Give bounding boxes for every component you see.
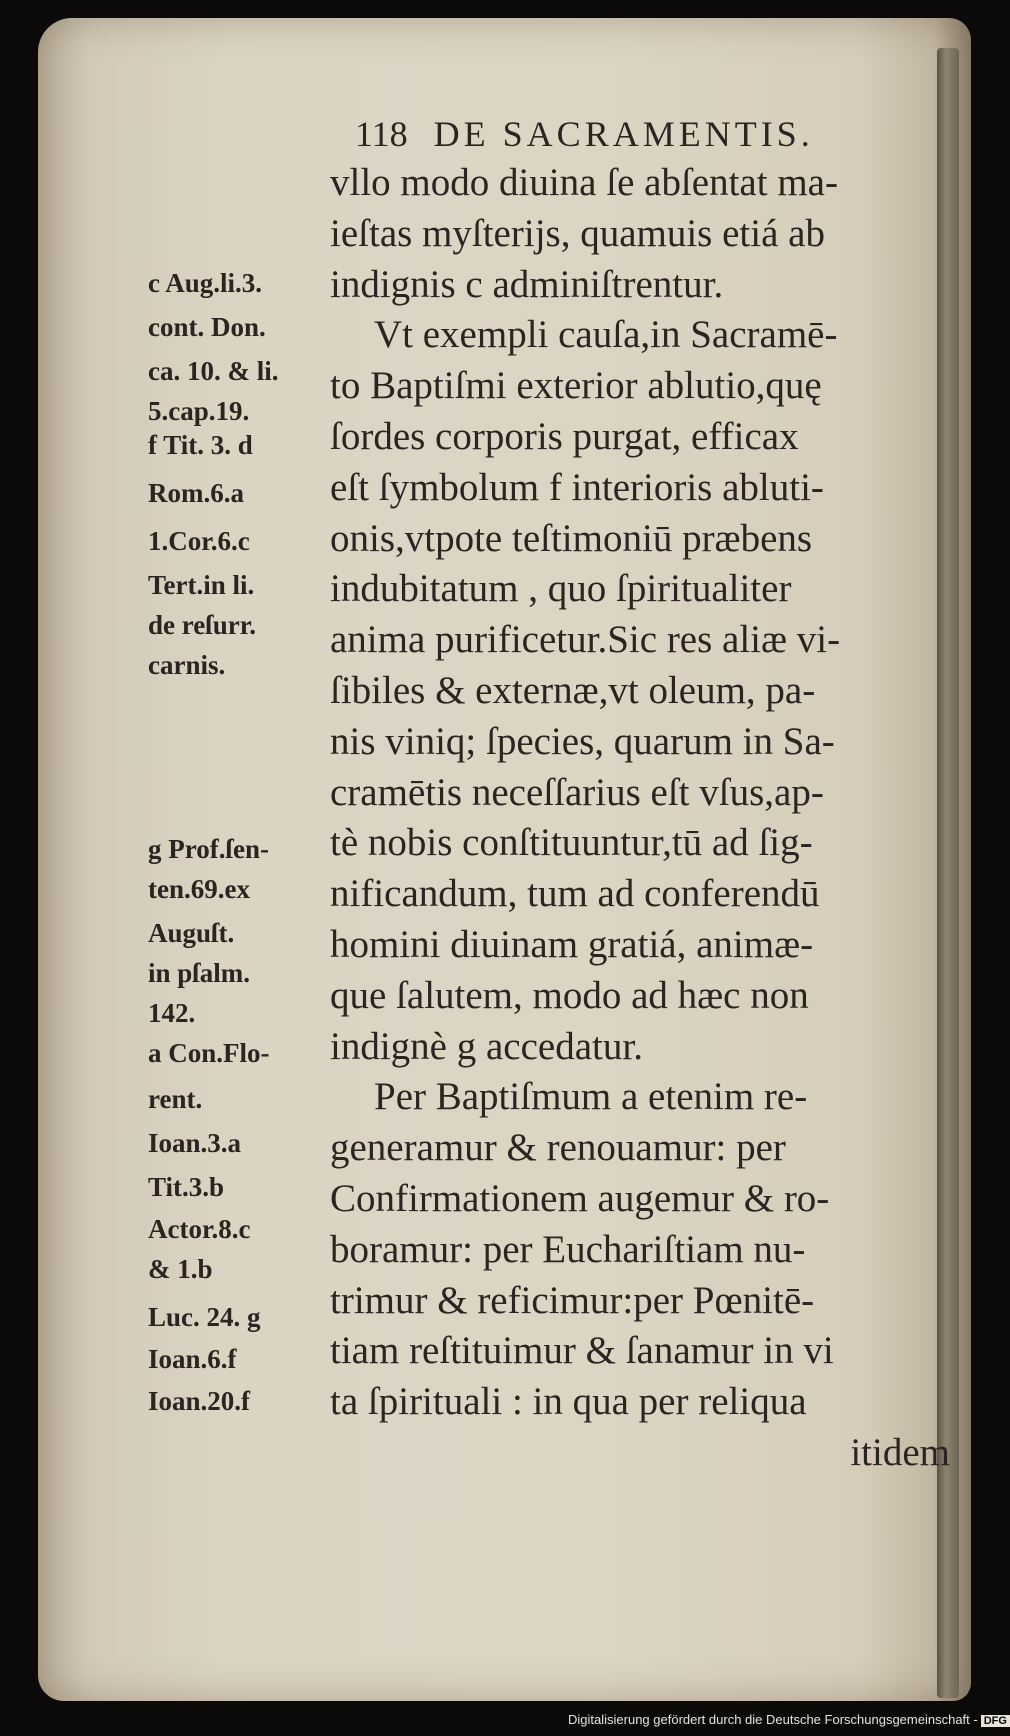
digitization-credit [568,1712,1007,1732]
text-line: indignis c adminiſtrentur. [330,262,724,306]
text-line: Per Baptiſmum a etenim re- [374,1075,808,1119]
text-line: to Baptiſmi exterior ablutio,quę [330,364,822,408]
margin-note: Luc. 24. g [148,1302,261,1332]
margin-note: ten.69.ex [148,874,250,904]
text-line: boramur: per Euchariſtiam nu- [330,1227,806,1271]
margin-note: rent. [148,1084,203,1114]
margin-note: c Aug.li.3. [148,268,263,298]
text-line: vllo modo diuina ſe abſentat ma- [330,161,838,204]
margin-note: g Prof.ſen- [148,834,269,864]
margin-note: 5.cap.19. [148,396,250,426]
text-line: anima purificetur.Sic res aliæ vi- [330,618,841,662]
text-line: ta ſpirituali : in qua per reliqua [330,1380,807,1424]
margin-note: Auguſt. [148,918,235,948]
text-line: generamur & renouamur: per [330,1126,786,1170]
text-line: que ſalutem, modo ad hæc non [330,973,809,1017]
margin-note: cont. Don. [148,312,266,342]
credit-text: Digitalisierung gefördert durch die Deutsche Forschungsgemeinschaft - [568,1712,978,1727]
margin-note: a Con.Flo- [148,1038,270,1068]
margin-note: Ioan.6.f [148,1344,237,1374]
text-line: homini diuinam gratiá, animæ- [330,922,814,966]
header-title: DE SACRAMENTIS. [433,114,814,154]
margin-note: Rom.6.a [148,478,244,508]
text-line: Confirmationem augemur & ro- [330,1176,830,1220]
margin-note: & 1.b [148,1254,213,1284]
margin-note: Ioan.3.a [148,1128,242,1158]
text-line: nificandum, tum ad conferendū [330,872,820,916]
text-line: ſibiles & externæ,vt oleum, pa- [330,668,816,712]
body-text [330,158,950,1479]
dfg-logo: DFG [981,1715,1010,1727]
text-line: tiam reſtituimur & ſanamur in vi [330,1329,834,1373]
text-line: tè nobis conſtituuntur,tū ad ſig- [330,821,813,865]
text-line: eſt ſymbolum f interioris abluti- [330,465,824,509]
text-line: Vt exempli cauſa,in Sacramē- [374,313,838,357]
text-line: cramētis neceſſarius eſt vſus,ap- [330,770,824,814]
margin-note: Actor.8.c [148,1214,251,1244]
margin-note: 142. [148,998,196,1028]
page-number: 118 [355,114,408,154]
margin-note: f Tit. 3. d [148,430,253,460]
text-line: onis,vtpote teſtimoniū præbens [330,516,813,560]
margin-note: Tit.3.b [148,1172,225,1202]
text-line: ſordes corporis purgat, efficax [330,414,799,458]
text-line: ieſtas myſterijs, quamuis etiá ab [330,211,825,255]
text-line: indignè g accedatur. [330,1024,643,1068]
margin-note: Tert.in li. [148,570,255,600]
margin-note: in pſalm. [148,958,251,988]
text-line: indubitatum , quo ſpiritualiter [330,567,792,611]
margin-note: Ioan.20.f [148,1386,251,1416]
margin-note: ca. 10. & li. [148,356,279,386]
catchword: itidem [850,1430,950,1474]
running-header [355,112,915,156]
margin-note: de reſurr. [148,610,256,640]
text-line: nis viniq; ſpecies, quarum in Sa- [330,719,835,763]
text-line: trimur & reficimur:per Pœnitē- [330,1278,815,1322]
margin-note: 1.Cor.6.c [148,526,250,556]
margin-note: carnis. [148,650,226,680]
